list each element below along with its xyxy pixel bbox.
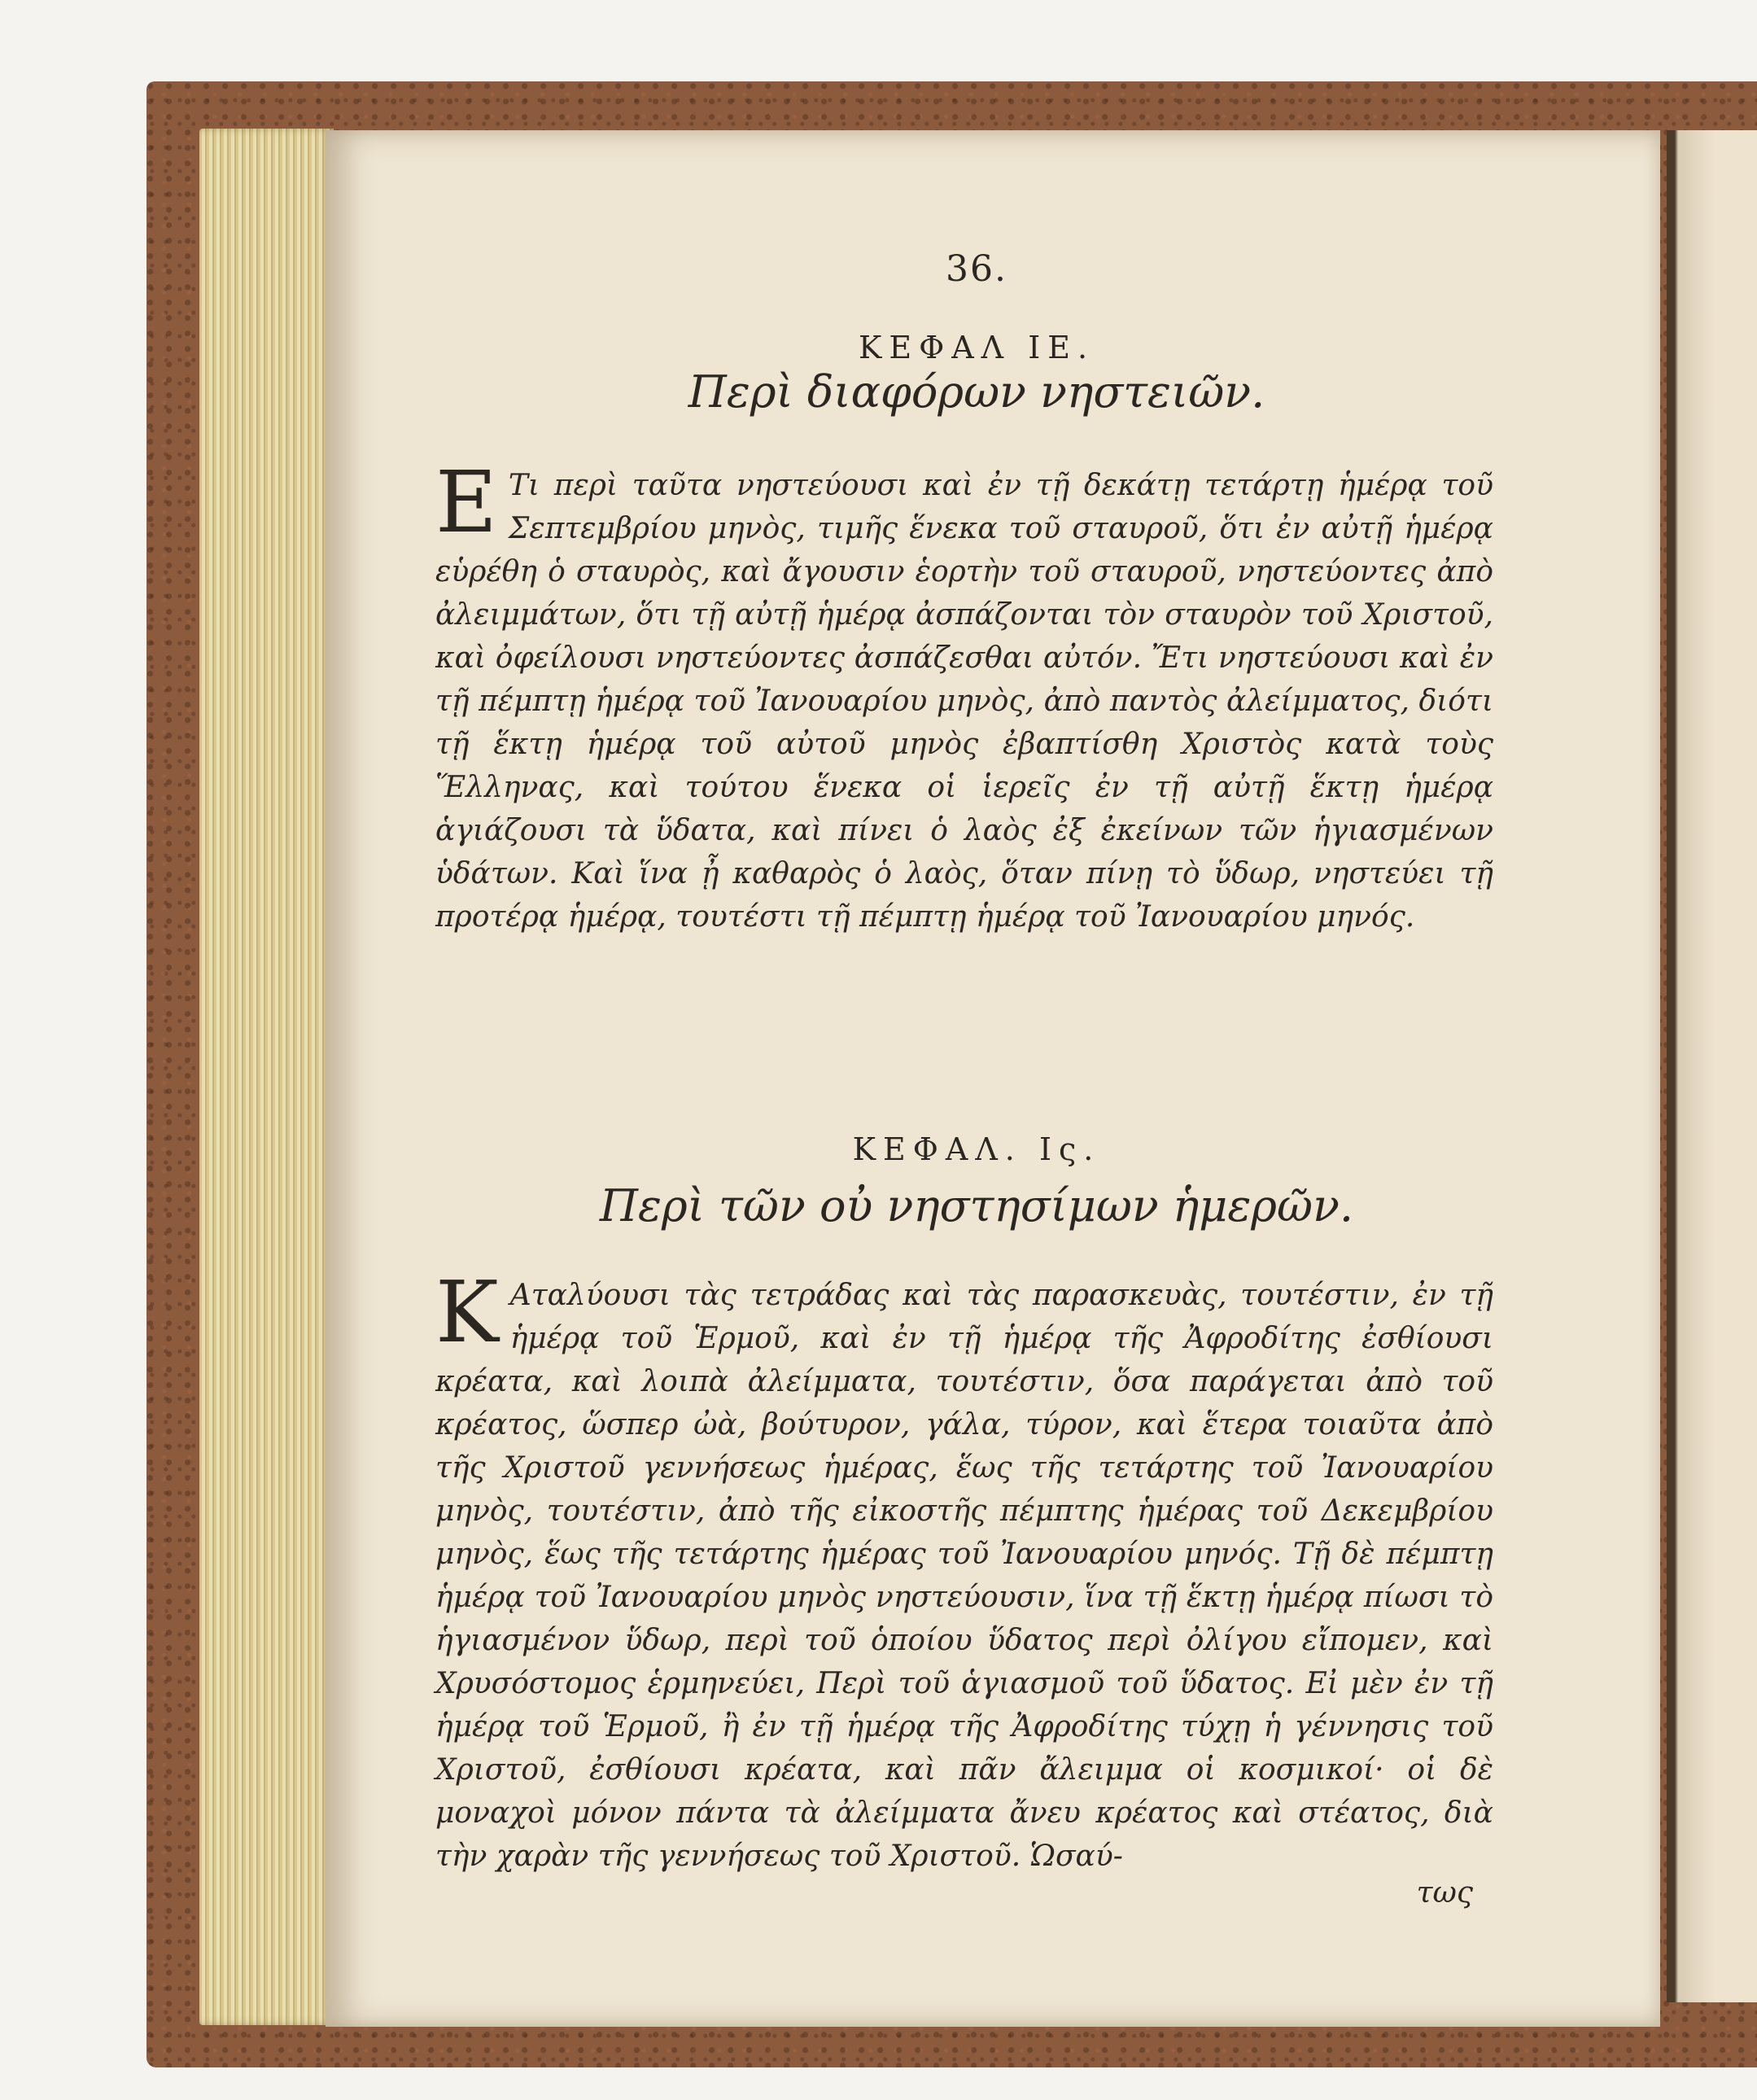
drop-cap-1: Ε (435, 453, 497, 552)
drop-cap-2: Κ (435, 1262, 499, 1362)
chapter-title-1: Περὶ διαφόρων νηστειῶν. (688, 366, 1265, 418)
chapter-1-paragraph (435, 453, 1493, 938)
chapter-2-text: Αταλύουσι τὰς τετράδας καὶ τὰς παρασκευὰς, τουτέστιν, ἐν τῇ ἡμέρᾳ τοῦ Ἑρμοῦ, καὶ ἐν τῇ ἡμέρᾳ τῆς Ἀφροδίτης ἐσθίουσι κρέατα, καὶ λοιπὰ ἀλείμματα, τουτέστιν, ὅσα παράγεται ἀπὸ τοῦ κρέατος, ὥσπερ ὠὰ, βούτυρον, γάλα, τύρον, καὶ ἕτερα τοιαῦτα ἀπὸ τῆς Χριστοῦ γεννήσεως ἡμέρας, ἕως τῆς τετάρτης τοῦ Ἰανουαρίου μηνὸς, τουτέστιν, ἀπὸ τῆς εἰκοστῆς πέμπτης ἡμέρας τοῦ Δεκεμβρίου μηνὸς, ἕως τῆς τετάρτης ἡμέρας τοῦ Ἰανουαρίου μηνός. Τῇ δὲ πέμπτῃ ἡμέρᾳ τοῦ Ἰανουαρίου μηνὸς νηστεύουσιν, ἵνα τῇ ἕκτῃ ἡμέρᾳ πίωσι τὸ ἡγιασμένον ὕδωρ, περὶ τοῦ ὁποίου ὕδατος περὶ ὀλίγου εἴπομεν, καὶ Χρυσόστομος ἑρμηνεύει, Περὶ τοῦ ἁγιασμοῦ τοῦ ὕδατος. Εἰ μὲν ἐν τῇ ἡμέρᾳ τοῦ Ἑρμοῦ, ἢ ἐν τῇ ἡμέρᾳ τῆς Ἀφροδίτης τύχῃ ἡ γέννησις τοῦ Χριστοῦ, ἐσθίουσι κρέατα, καὶ πᾶν ἄλειμμα οἱ κοσμικοί· οἱ δὲ μοναχοὶ μόνον πάντα τὰ ἀλείμματα ἄνευ κρέατος καὶ στέατος, διὰ τὴν χαρὰν τῆς γεννήσεως τοῦ Χριστοῦ. Ὡσαύ- (435, 1279, 1493, 1873)
chapter-heading-1: ΚΕΦΑΛ ΙΕ. (858, 330, 1095, 365)
book-page (326, 130, 1660, 2027)
chapter-1-text: Τι περὶ ταῦτα νηστεύουσι καὶ ἐν τῇ δεκάτῃ τετάρτῃ ἡμέρᾳ τοῦ Σεπτεμβρίου μηνὸς, τιμῆς ἕνεκα τοῦ σταυροῦ, ὅτι ἐν αὐτῇ ἡμέρᾳ εὑρέθη ὁ σταυρὸς, καὶ ἄγουσιν ἑορτὴν τοῦ σταυροῦ, νηστεύοντες ἀπὸ ἀλειμμάτων, ὅτι τῇ αὐτῇ ἡμέρᾳ ἀσπάζονται τὸν σταυρὸν τοῦ Χριστοῦ, καὶ ὀφείλουσι νηστεύοντες ἀσπάζεσθαι αὐτόν. Ἔτι νηστεύουσι καὶ ἐν τῇ πέμπτῃ ἡμέρᾳ τοῦ Ἰανουαρίου μηνὸς, ἀπὸ παντὸς ἀλείμματος, διότι τῇ ἕκτῃ ἡμέρᾳ τοῦ αὐτοῦ μηνὸς ἐβαπτίσθη Χριστὸς κατὰ τοὺς Ἕλληνας, καὶ τούτου ἕνεκα οἱ ἱερεῖς ἐν τῇ αὐτῇ ἕκτῃ ἡμέρᾳ ἁγιάζουσι τὰ ὕδατα, καὶ πίνει ὁ λαὸς ἐξ ἐκείνων τῶν ἡγιασμένων ὑδάτων. Καὶ ἵνα ᾖ καθαρὸς ὁ λαὸς, ὅταν πίνῃ τὸ ὕδωρ, νηστεύει τῇ προτέρᾳ ἡμέρᾳ, τουτέστι τῇ πέμπτῃ ἡμέρᾳ τοῦ Ἰανουαρίου μηνός. (435, 469, 1493, 934)
page-content (374, 130, 1579, 2019)
page-number: 36. (946, 248, 1007, 290)
chapter-heading-2: ΚΕΦΑΛ. Ις. (852, 1131, 1101, 1167)
catchword: τως (1416, 1876, 1473, 1910)
chapter-title-2: Περὶ τῶν οὐ νηστησίμων ἡμερῶν. (599, 1180, 1354, 1232)
facing-page-edge (1667, 130, 1757, 2002)
page-edges (199, 129, 334, 2025)
chapter-2-paragraph (435, 1262, 1493, 1878)
